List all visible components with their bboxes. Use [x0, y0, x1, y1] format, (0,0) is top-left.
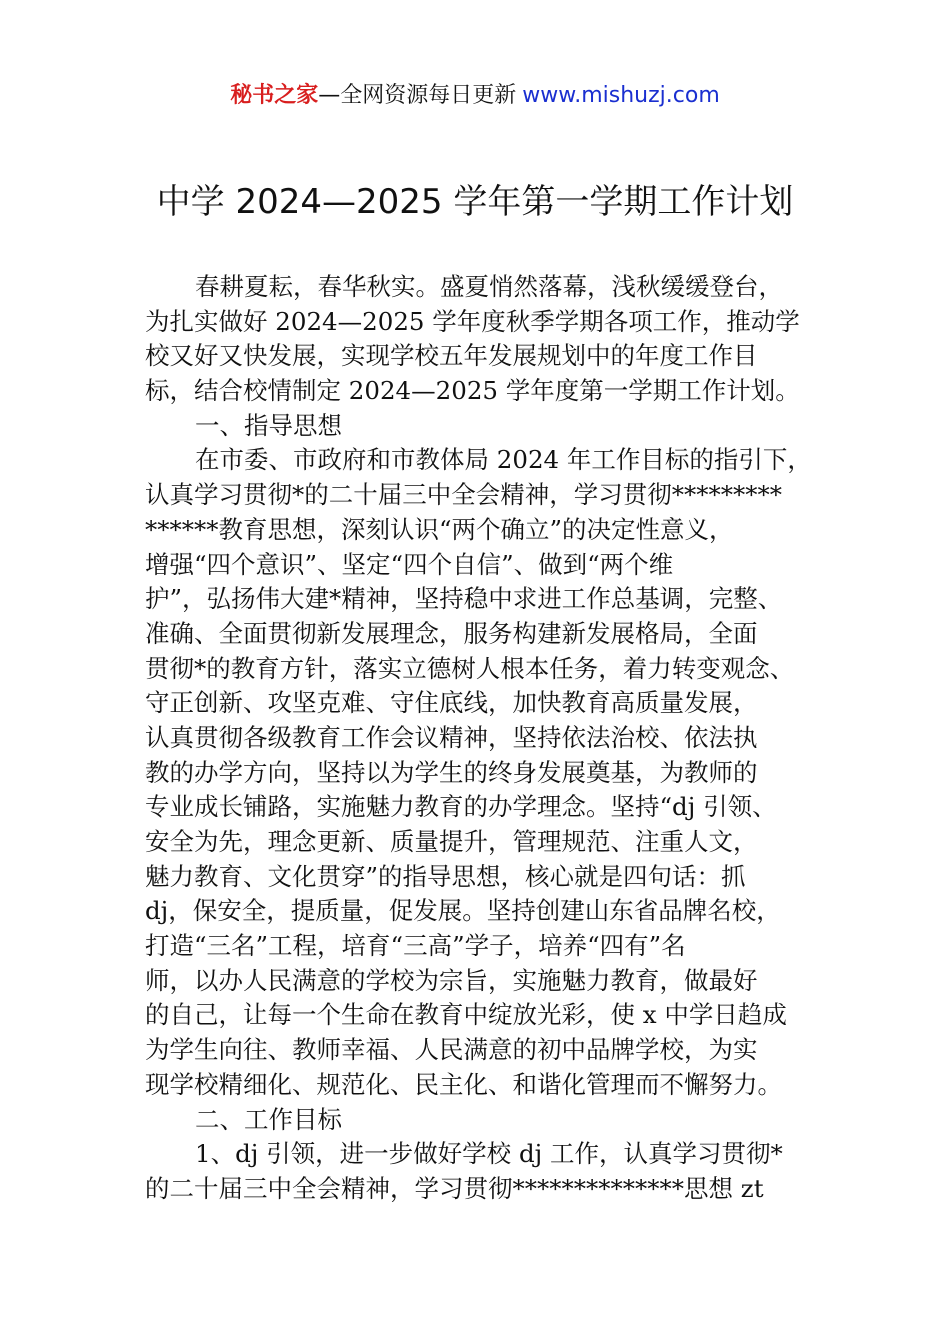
site-url-link[interactable]: www.mishuzj.com — [522, 83, 720, 108]
body-line: 师，以办人民满意的学校为宗旨，实施魅力教育，做最好 — [145, 965, 758, 995]
section-heading: 二、工作目标 — [195, 1104, 342, 1134]
body-line: 认真贯彻各级教育工作会议精神，坚持依法治校、依法执 — [145, 722, 758, 752]
body-line: 增强“四个意识”、坚定“四个自信”、做到“两个维 — [145, 549, 674, 579]
body-line: ******教育思想，深刻认识“两个确立”的决定性意义， — [145, 514, 734, 544]
body-line: 春耕夏耘，春华秋实。盛夏悄然落幕，浅秋缓缓登台， — [195, 272, 783, 301]
body-line: 专业成长铺路，实施魅力教育的办学理念。坚持“dj 引领、 — [145, 792, 777, 822]
section-heading: 一、指导思想 — [195, 410, 342, 440]
body-line: 安全为先，理念更新、质量提升，管理规范、注重人文， — [145, 827, 758, 856]
body-line: 打造“三名”工程，培育“三高”学子，培养“四有”名 — [145, 931, 686, 961]
body-line: 的二十届三中全会精神，学习贯彻**************思想 zt — [145, 1173, 764, 1203]
body-line: 贯彻*的教育方针，落实立德树人根本任务，着力转变观念、 — [145, 653, 795, 683]
body-line: 校又好又快发展，实现学校五年发展规划中的年度工作目 — [145, 341, 758, 371]
document-title: 中学 2024—2025 学年第一学期工作计划 — [156, 182, 794, 222]
body-line: 为学生向往、教师幸福、人民满意的初中品牌学校，为实 — [145, 1035, 758, 1065]
body-line: 准确、全面贯彻新发展理念，服务构建新发展格局，全面 — [145, 618, 758, 648]
header-tagline: —全网资源每日更新 — [318, 83, 517, 108]
document-body — [145, 270, 820, 1207]
body-line: 的自己，让每一个生命在教育中绽放光彩，使 x 中学日趋成 — [145, 1000, 787, 1030]
body-line: 护”，弘扬伟大建*精神，坚持稳中求进工作总基调，完整、 — [145, 584, 783, 614]
body-line: 为扎实做好 2024—2025 学年度秋季学期各项工作，推动学 — [145, 306, 800, 336]
body-line: 标，结合校情制定 2024—2025 学年度第一学期工作计划。 — [145, 376, 800, 406]
site-header — [0, 80, 950, 112]
body-line: 魅力教育、文化贯穿”的指导思想，核心就是四句话：抓 — [145, 861, 746, 891]
body-line: dj，保安全，提质量，促发展。坚持创建山东省品牌名校， — [145, 896, 781, 926]
body-line: 在市委、市政府和市教体局 2024 年工作目标的指引下， — [195, 445, 812, 475]
brand-name: 秘书之家 — [230, 83, 319, 108]
body-line: 1、dj 引领，进一步做好学校 dj 工作，认真学习贯彻* — [195, 1139, 783, 1169]
body-line: 守正创新、攻坚克难、守住底线，加快教育高质量发展， — [145, 688, 758, 718]
body-line: 教的办学方向，坚持以为学生的终身发展奠基，为教师的 — [145, 757, 758, 787]
body-line: 认真学习贯彻*的二十届三中全会精神，学习贯彻********* — [145, 480, 782, 510]
body-line: 现学校精细化、规范化、民主化、和谐化管理而不懈努力。 — [145, 1069, 782, 1099]
